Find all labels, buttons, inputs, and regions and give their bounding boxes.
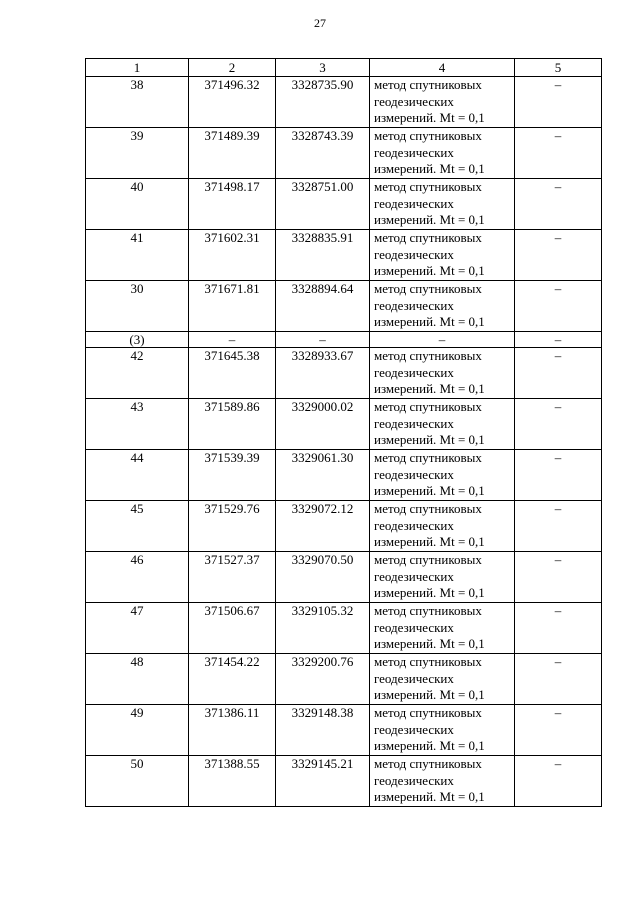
note-cell: –: [515, 654, 602, 705]
method-cell: [370, 399, 515, 450]
y-coordinate-cell: 3329061.30: [276, 450, 370, 501]
method-cell: [370, 128, 515, 179]
table-row: [86, 756, 602, 807]
method-line: геодезических: [374, 568, 454, 584]
method-line: метод спутниковых: [374, 756, 482, 771]
method-line: измерений. Mt = 0,1: [374, 534, 485, 549]
method-line: измерений. Mt = 0,1: [374, 212, 485, 227]
method-line: геодезических: [374, 415, 454, 431]
y-coordinate-cell: 3328743.39: [276, 128, 370, 179]
table-row: [86, 348, 602, 399]
note-cell: –: [515, 77, 602, 128]
table-separator-row: [86, 332, 602, 348]
note-cell: –: [515, 128, 602, 179]
point-number-cell: 48: [86, 654, 189, 705]
table-row: [86, 501, 602, 552]
y-coordinate-cell: 3329072.12: [276, 501, 370, 552]
method-line: измерений. Mt = 0,1: [374, 789, 485, 804]
table-body: [86, 77, 602, 807]
method-line: метод спутниковых: [374, 230, 482, 245]
method-cell: [370, 705, 515, 756]
table-header: [86, 59, 602, 77]
method-cell: [370, 552, 515, 603]
method-line: измерений. Mt = 0,1: [374, 110, 485, 125]
method-line: измерений. Mt = 0,1: [374, 263, 485, 278]
note-cell: –: [515, 281, 602, 332]
point-number-cell: 40: [86, 179, 189, 230]
method-line: геодезических: [374, 297, 454, 313]
y-coordinate-cell: 3328751.00: [276, 179, 370, 230]
method-line: геодезических: [374, 619, 454, 635]
page-number: 27: [314, 16, 326, 30]
table-row: [86, 77, 602, 128]
method-line: геодезических: [374, 772, 454, 788]
point-number-cell: 41: [86, 230, 189, 281]
note-cell: –: [515, 230, 602, 281]
method-cell: [370, 654, 515, 705]
y-coordinate-cell: 3328894.64: [276, 281, 370, 332]
method-line: геодезических: [374, 93, 454, 109]
method-line: метод спутниковых: [374, 552, 482, 567]
note-cell: –: [515, 332, 602, 348]
point-number-cell: 43: [86, 399, 189, 450]
table-row: [86, 128, 602, 179]
method-line: метод спутниковых: [374, 501, 482, 516]
table-row: [86, 450, 602, 501]
method-line: измерений. Mt = 0,1: [374, 738, 485, 753]
method-line: метод спутниковых: [374, 179, 482, 194]
point-number-cell: 46: [86, 552, 189, 603]
method-cell: [370, 603, 515, 654]
point-number-cell: (3): [86, 332, 189, 348]
x-coordinate-cell: 371527.37: [189, 552, 276, 603]
column-header-3: 3: [276, 59, 370, 77]
method-line: измерений. Mt = 0,1: [374, 636, 485, 651]
method-line: метод спутниковых: [374, 654, 482, 669]
column-header-5: 5: [515, 59, 602, 77]
point-number-cell: 44: [86, 450, 189, 501]
method-line: метод спутниковых: [374, 281, 482, 296]
method-line: метод спутниковых: [374, 128, 482, 143]
method-line: геодезических: [374, 364, 454, 380]
method-cell: [370, 332, 515, 348]
table-row: [86, 399, 602, 450]
note-cell: –: [515, 450, 602, 501]
point-number-cell: 39: [86, 128, 189, 179]
x-coordinate-cell: 371589.86: [189, 399, 276, 450]
method-line: геодезических: [374, 144, 454, 160]
method-cell: [370, 281, 515, 332]
table-row: [86, 230, 602, 281]
point-number-cell: 38: [86, 77, 189, 128]
coordinates-table: [85, 58, 602, 807]
method-cell: [370, 77, 515, 128]
method-cell: [370, 756, 515, 807]
column-header-4: 4: [370, 59, 515, 77]
y-coordinate-cell: 3329200.76: [276, 654, 370, 705]
method-line: метод спутниковых: [374, 705, 482, 720]
method-line: измерений. Mt = 0,1: [374, 161, 485, 176]
x-coordinate-cell: 371529.76: [189, 501, 276, 552]
note-cell: –: [515, 603, 602, 654]
note-cell: –: [515, 179, 602, 230]
method-line: метод спутниковых: [374, 603, 482, 618]
x-coordinate-cell: 371498.17: [189, 179, 276, 230]
table-row: [86, 654, 602, 705]
y-coordinate-cell: 3328735.90: [276, 77, 370, 128]
x-coordinate-cell: 371671.81: [189, 281, 276, 332]
method-line: геодезических: [374, 466, 454, 482]
method-line: измерений. Mt = 0,1: [374, 314, 485, 329]
point-number-cell: 47: [86, 603, 189, 654]
x-coordinate-cell: 371602.31: [189, 230, 276, 281]
table-row: [86, 705, 602, 756]
x-coordinate-cell: 371388.55: [189, 756, 276, 807]
column-header-1: 1: [86, 59, 189, 77]
method-line: измерений. Mt = 0,1: [374, 687, 485, 702]
method-cell: [370, 179, 515, 230]
method-cell: [370, 348, 515, 399]
x-coordinate-cell: 371539.39: [189, 450, 276, 501]
table-row: [86, 603, 602, 654]
method-line: –: [438, 332, 446, 347]
point-number-cell: 50: [86, 756, 189, 807]
x-coordinate-cell: –: [189, 332, 276, 348]
y-coordinate-cell: 3329148.38: [276, 705, 370, 756]
point-number-cell: 30: [86, 281, 189, 332]
method-line: метод спутниковых: [374, 348, 482, 363]
column-header-2: 2: [189, 59, 276, 77]
y-coordinate-cell: 3329070.50: [276, 552, 370, 603]
point-number-cell: 42: [86, 348, 189, 399]
y-coordinate-cell: 3329145.21: [276, 756, 370, 807]
note-cell: –: [515, 348, 602, 399]
method-line: измерений. Mt = 0,1: [374, 381, 485, 396]
x-coordinate-cell: 371454.22: [189, 654, 276, 705]
method-line: геодезических: [374, 517, 454, 533]
y-coordinate-cell: 3329105.32: [276, 603, 370, 654]
x-coordinate-cell: 371645.38: [189, 348, 276, 399]
table-row: [86, 179, 602, 230]
note-cell: –: [515, 552, 602, 603]
y-coordinate-cell: 3328835.91: [276, 230, 370, 281]
method-cell: [370, 230, 515, 281]
method-line: измерений. Mt = 0,1: [374, 432, 485, 447]
y-coordinate-cell: –: [276, 332, 370, 348]
point-number-cell: 49: [86, 705, 189, 756]
note-cell: –: [515, 705, 602, 756]
method-line: метод спутниковых: [374, 399, 482, 414]
x-coordinate-cell: 371489.39: [189, 128, 276, 179]
y-coordinate-cell: 3328933.67: [276, 348, 370, 399]
note-cell: –: [515, 501, 602, 552]
table-row: [86, 281, 602, 332]
method-line: геодезических: [374, 670, 454, 686]
method-line: метод спутниковых: [374, 77, 482, 92]
y-coordinate-cell: 3329000.02: [276, 399, 370, 450]
x-coordinate-cell: 371506.67: [189, 603, 276, 654]
x-coordinate-cell: 371496.32: [189, 77, 276, 128]
note-cell: –: [515, 399, 602, 450]
method-cell: [370, 450, 515, 501]
method-line: геодезических: [374, 195, 454, 211]
x-coordinate-cell: 371386.11: [189, 705, 276, 756]
table-row: [86, 552, 602, 603]
method-line: геодезических: [374, 721, 454, 737]
point-number-cell: 45: [86, 501, 189, 552]
note-cell: –: [515, 756, 602, 807]
method-line: измерений. Mt = 0,1: [374, 585, 485, 600]
method-line: измерений. Mt = 0,1: [374, 483, 485, 498]
method-cell: [370, 501, 515, 552]
header-row: [86, 59, 602, 77]
method-line: метод спутниковых: [374, 450, 482, 465]
method-line: геодезических: [374, 246, 454, 262]
